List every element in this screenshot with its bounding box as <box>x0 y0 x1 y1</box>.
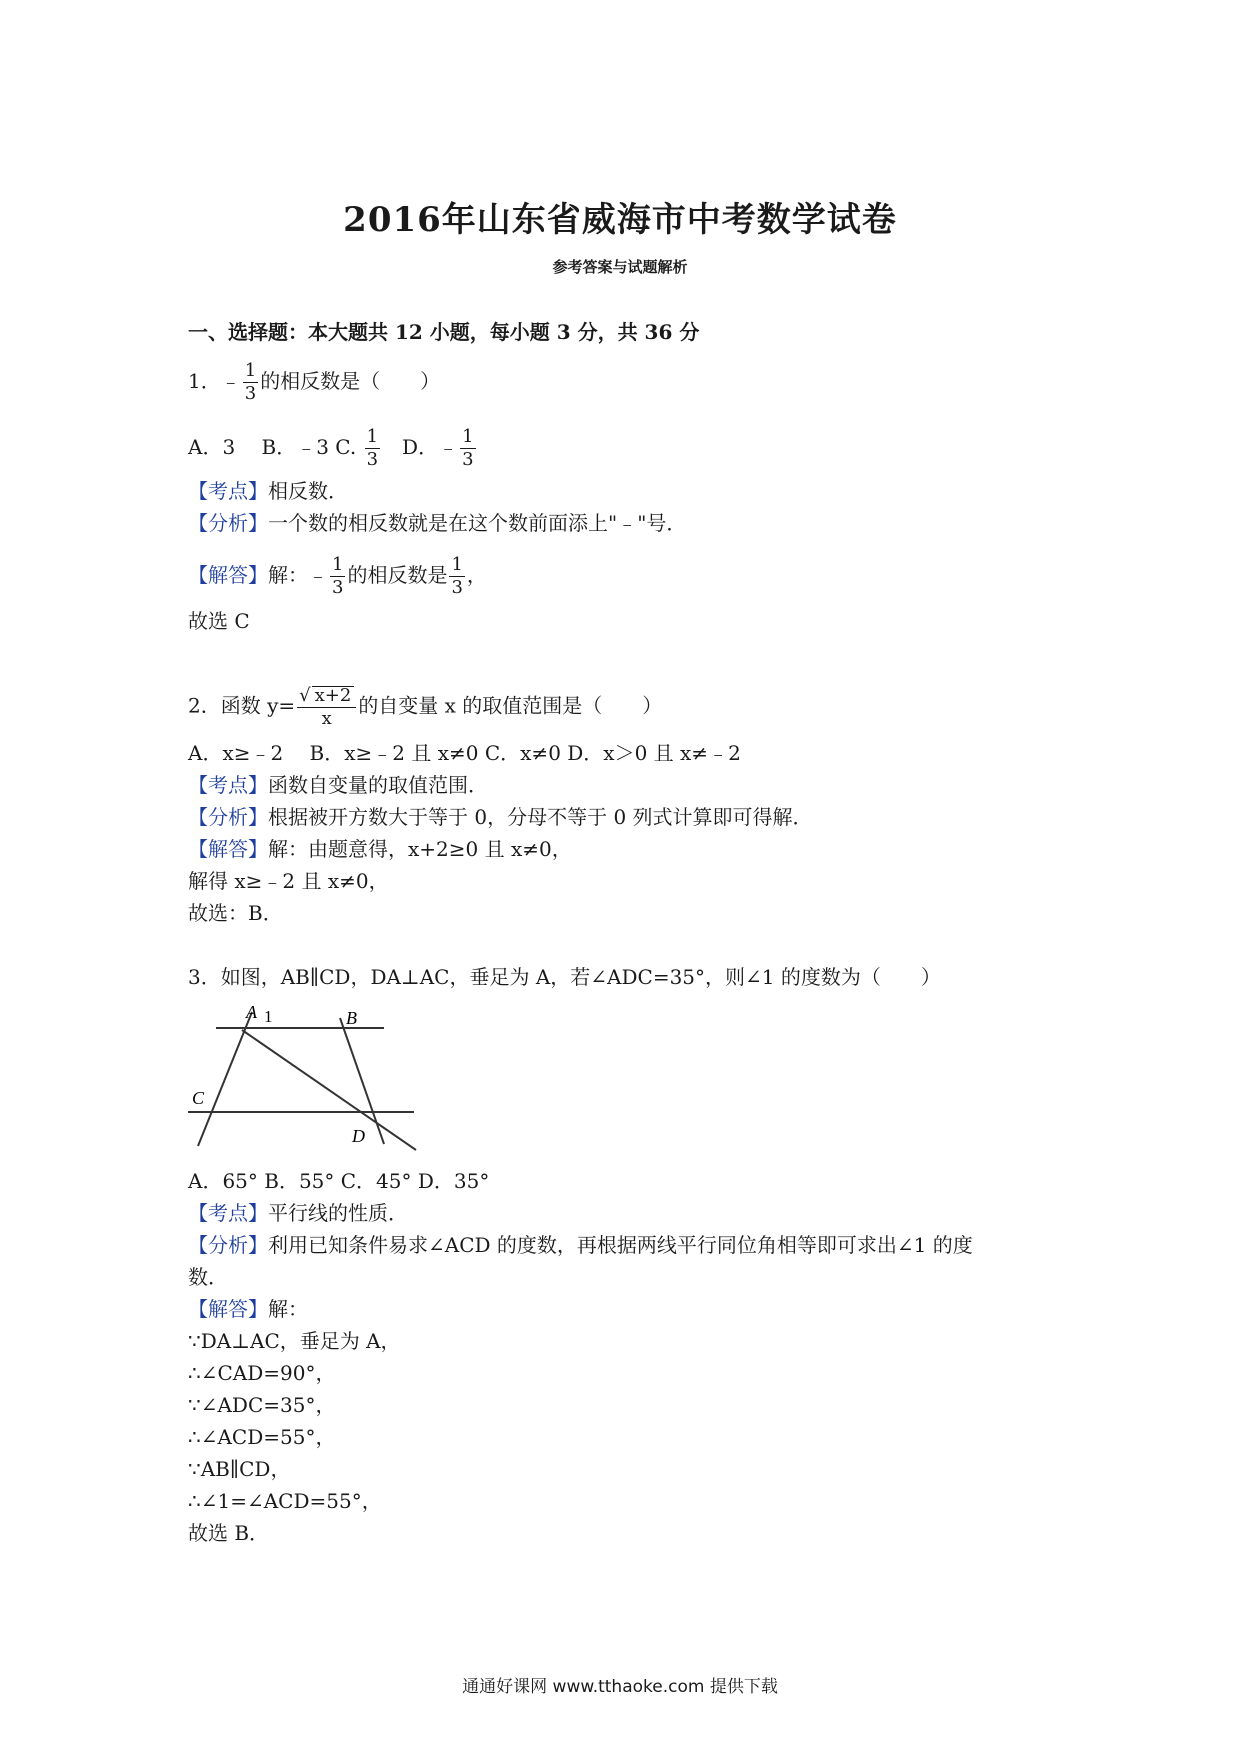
q3-stem: 3．如图，AB∥CD，DA⊥AC，垂足为 A，若∠ADC=35°，则∠1 的度数为（ ） <box>188 965 941 989</box>
q1-fenxi: 【分析】一个数的相反数就是在这个数前面添上"﹣"号． <box>188 511 687 535</box>
line-ac <box>198 1012 252 1146</box>
kaodian-tag: 【考点】 <box>188 1201 268 1225</box>
q1-result: 故选 C <box>188 609 250 633</box>
q1-option-c-fraction: $\frac{1}{3}$ <box>366 426 379 470</box>
q3-kaodian: 【考点】平行线的性质． <box>188 1201 408 1225</box>
q3-fenxi: 【分析】利用已知条件易求∠ACD 的度数，再根据两线平行同位角相等即可求出∠1 的度 <box>188 1233 973 1257</box>
q1-jieda-fraction-1: $\frac{1}{3}$ <box>332 554 344 598</box>
label-1: 1 <box>264 1007 273 1026</box>
q2-function-fraction: $\frac{√ x+2}{x}$ <box>297 686 356 728</box>
q2-stem: 2．函数 y= $\frac{√ x+2}{x}$ 的自变量 x 的取值范围是（ ） <box>188 685 663 729</box>
line-ad <box>242 1030 416 1150</box>
q3-geometry-figure <box>188 1004 418 1152</box>
jieda-tag: 【解答】 <box>188 1297 268 1321</box>
q1-jieda-fraction-2: $\frac{1}{3}$ <box>451 554 463 598</box>
label-d: D <box>352 1126 365 1146</box>
footer-watermark: 通通好课网 www.tthaoke.com 提供下载 <box>462 1677 778 1697</box>
jieda-tag: 【解答】 <box>188 837 268 861</box>
q2-options: A．x≥﹣2 B．x≥﹣2 且 x≠0 C．x≠0 D．x＞0 且 x≠﹣2 <box>188 741 741 765</box>
section-heading: 一、选择题：本大题共 12 小题，每小题 3 分，共 36 分 <box>188 320 700 344</box>
label-b: B <box>346 1008 357 1028</box>
q1-option-d-fraction: $\frac{1}{3}$ <box>462 426 474 470</box>
page-subtitle: 参考答案与试题解析 <box>552 258 688 276</box>
q1-options: A．3 B．﹣3 C. $\frac{1}{3}$ D．﹣ $\frac{1}{3}$ <box>188 426 474 470</box>
q3-step: ∴∠CAD=90°， <box>188 1361 336 1385</box>
q2-fenxi: 【分析】根据被开方数大于等于 0，分母不等于 0 列式计算即可得解． <box>188 805 813 829</box>
q1-stem: 1．﹣ $\frac{1}{3}$ 的相反数是（ ） <box>188 360 441 404</box>
q1-stem-fraction: $\frac{1}{3}$ <box>244 360 257 404</box>
q2-kaodian: 【考点】函数自变量的取值范围． <box>188 773 488 797</box>
kaodian-tag: 【考点】 <box>188 479 268 503</box>
q3-options: A．65° B．55° C．45° D．35° <box>188 1169 490 1193</box>
label-a: A <box>246 1004 257 1022</box>
q3-fenxi-cont: 数． <box>188 1265 228 1289</box>
label-c: C <box>192 1088 205 1108</box>
page-title: 2016年山东省威海市中考数学试卷 <box>343 200 897 240</box>
q2-jieda: 【解答】解：由题意得，x+2≥0 且 x≠0， <box>188 837 572 861</box>
q2-line2: 解得 x≥﹣2 且 x≠0， <box>188 869 389 893</box>
q3-step: ∴∠1=∠ACD=55°， <box>188 1489 382 1513</box>
q3-jieda: 【解答】解： <box>188 1297 308 1321</box>
jieda-tag: 【解答】 <box>188 563 268 587</box>
kaodian-tag: 【考点】 <box>188 773 268 797</box>
q3-result: 故选 B． <box>188 1521 270 1545</box>
fenxi-tag: 【分析】 <box>188 1233 268 1257</box>
q1-kaodian: 【考点】相反数． <box>188 479 348 503</box>
q3-step: ∵∠ADC=35°， <box>188 1393 336 1417</box>
q2-result: 故选：B． <box>188 901 283 925</box>
fenxi-tag: 【分析】 <box>188 805 268 829</box>
q3-step: ∵AB∥CD， <box>188 1457 291 1481</box>
q3-step: ∵DA⊥AC，垂足为 A， <box>188 1329 401 1353</box>
q1-jieda: 【解答】解：﹣ $\frac{1}{3}$ 的相反数是 $\frac{1}{3}$ ， <box>188 554 487 598</box>
q3-step: ∴∠ACD=55°， <box>188 1425 336 1449</box>
fenxi-tag: 【分析】 <box>188 511 268 535</box>
